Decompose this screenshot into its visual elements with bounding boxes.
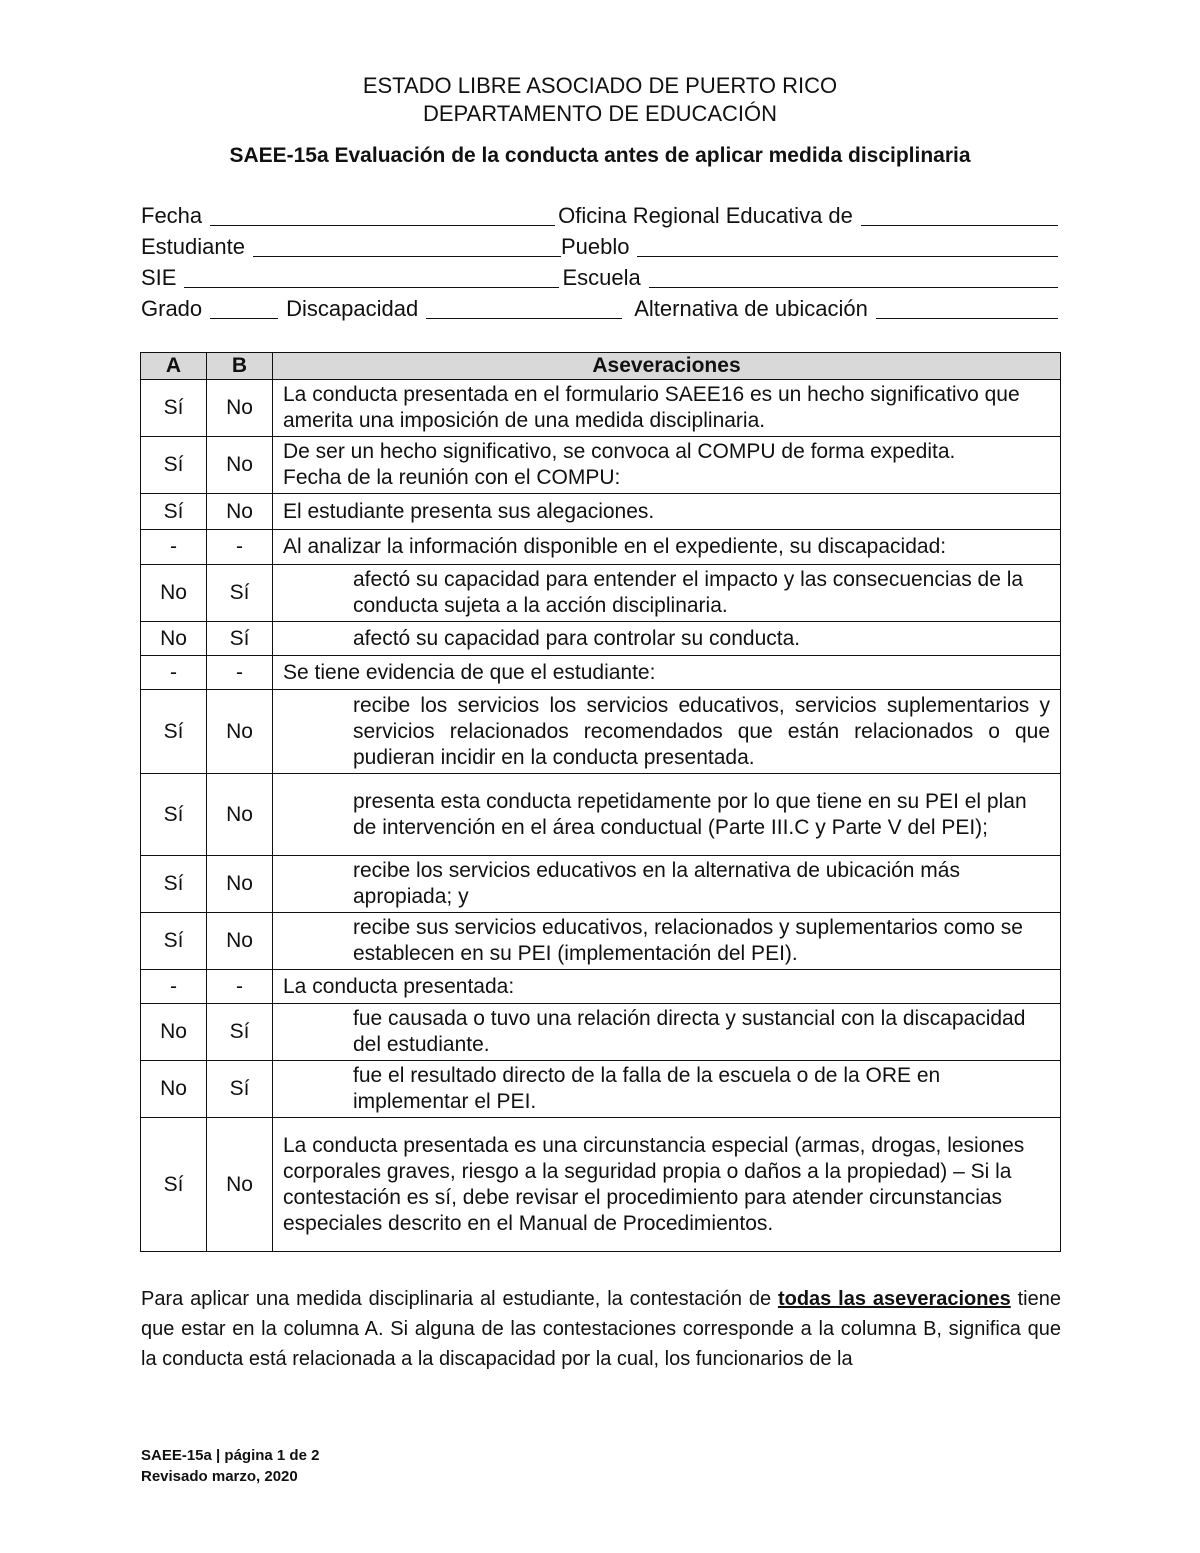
answer-b[interactable]: No [207, 913, 273, 970]
table-row [141, 530, 1061, 565]
estudiante-field[interactable] [253, 236, 561, 257]
field-row-4 [141, 291, 1061, 322]
grado-field[interactable] [210, 298, 278, 319]
paragraph-emphasis: todas las aseveraciones [777, 1288, 1011, 1310]
aseveracion-text: afectó su capacidad para controlar su conducta. [273, 622, 1061, 656]
answer-b[interactable]: No [207, 690, 273, 774]
aseveracion-text: fue causada o tuvo una relación directa y sustancial con la discapacidad del estudiante. [273, 1004, 1061, 1061]
escuela-field[interactable] [649, 267, 1058, 288]
oficina-label: Oficina Regional Educativa de [558, 203, 853, 228]
table-row [141, 856, 1061, 913]
fecha-field[interactable] [210, 205, 555, 226]
table-row [141, 913, 1061, 970]
estudiante-label: Estudiante [141, 234, 245, 259]
alternativa-field[interactable] [876, 298, 1058, 319]
aseveracion-text: recibe sus servicios educativos, relacionados y suplementarios como se establecen en su PEI (implementación del PEI). [273, 913, 1061, 970]
aseveracion-text: recibe los servicios los servicios educativos, servicios suplementarios y servicios relacionados recomendados que están relacionados o que pudieran incidir en la conducta presentada. [273, 690, 1061, 774]
aseveracion-text: afectó su capacidad para entender el impacto y las consecuencias de la conducta sujeta a la acción disciplinaria. [273, 565, 1061, 622]
answer-a[interactable]: Sí [141, 437, 207, 494]
answer-a[interactable]: Sí [141, 913, 207, 970]
aseveracion-text: La conducta presentada es una circunstancia especial (armas, drogas, lesiones corporales graves, riesgo a la seguridad propia o daños a la propiedad) – Si la contestación es sí, debe revisar el procedimiento para atender circunstancias especiales descrito en el Manual de Procedimientos. [273, 1118, 1061, 1252]
answer-a[interactable]: No [141, 1061, 207, 1118]
column-a-header: A [141, 353, 207, 380]
header-line-2: DEPARTAMENTO DE EDUCACIÓN [422, 101, 778, 126]
escuela-label: Escuela [562, 265, 641, 290]
table-row [141, 774, 1061, 856]
section-heading: La conducta presentada: [273, 970, 1061, 1004]
aseveraciones-table [140, 352, 1061, 1252]
discapacidad-field[interactable] [426, 298, 622, 319]
discapacidad-label: Discapacidad [286, 296, 419, 321]
answer-b[interactable]: No [207, 380, 273, 437]
aseveracion-text: La conducta presentada en el formulario SAEE16 es un hecho significativo que amerita una imposición de una medida disciplinaria. [273, 380, 1061, 437]
column-b-header: B [207, 353, 273, 380]
answer-b[interactable]: Sí [207, 1061, 273, 1118]
answer-b[interactable]: No [207, 774, 273, 856]
answer-b: - [207, 656, 273, 690]
answer-a[interactable]: Sí [141, 774, 207, 856]
aseveraciones-header: Aseveraciones [273, 353, 1061, 380]
sie-label: SIE [141, 265, 177, 290]
grado-label: Grado [141, 296, 203, 321]
header-line-1: ESTADO LIBRE ASOCIADO DE PUERTO RICO [362, 73, 838, 98]
answer-b[interactable]: No [207, 856, 273, 913]
answer-b[interactable]: No [207, 494, 273, 530]
aseveracion-text: recibe los servicios educativos en la alternativa de ubicación más apropiada; y [273, 856, 1061, 913]
answer-a: - [141, 656, 207, 690]
alternativa-label: Alternativa de ubicación [634, 296, 868, 321]
answer-a[interactable]: Sí [141, 1118, 207, 1252]
table-row [141, 494, 1061, 530]
answer-b: - [207, 530, 273, 565]
table-row [141, 1061, 1061, 1118]
answer-b: - [207, 970, 273, 1004]
answer-a[interactable]: No [141, 622, 207, 656]
table-row [141, 1118, 1061, 1252]
table-row [141, 1004, 1061, 1061]
aseveracion-text: fue el resultado directo de la falla de la escuela o de la ORE en implementar el PEI. [273, 1061, 1061, 1118]
table-row [141, 565, 1061, 622]
form-fields [141, 198, 1061, 322]
answer-a[interactable]: Sí [141, 690, 207, 774]
table-header-row [141, 353, 1061, 380]
section-heading: Al analizar la información disponible en el expediente, su discapacidad: [273, 530, 1061, 565]
table-row [141, 970, 1061, 1004]
field-row-3 [141, 260, 1061, 291]
instructions-paragraph [141, 1284, 1061, 1374]
document-header [0, 72, 1200, 128]
form-title: SAEE-15a Evaluación de la conducta antes de aplicar medida disciplinaria [229, 144, 971, 167]
section-heading: Se tiene evidencia de que el estudiante: [273, 656, 1061, 690]
answer-a[interactable]: Sí [141, 856, 207, 913]
aseveracion-text: El estudiante presenta sus alegaciones. [273, 494, 1061, 530]
field-row-2 [141, 229, 1061, 260]
footer-revision: Revisado marzo, 2020 [141, 1468, 298, 1485]
answer-b[interactable]: Sí [207, 1004, 273, 1061]
answer-b[interactable]: Sí [207, 565, 273, 622]
fecha-reunion-label: Fecha de la reunión con el COMPU: [283, 466, 621, 489]
sie-field[interactable] [184, 267, 559, 288]
aseveracion-text: presenta esta conducta repetidamente por lo que tiene en su PEI el plan de intervención en el área conductual (Parte III.C y Parte V del PEI); [273, 774, 1061, 856]
answer-a: - [141, 530, 207, 565]
answer-b[interactable]: No [207, 437, 273, 494]
aseveracion-cell [273, 437, 1061, 494]
field-row-1 [141, 198, 1061, 229]
aseveracion-text: De ser un hecho significativo, se convoca al COMPU de forma expedita. [283, 440, 956, 463]
table-row [141, 380, 1061, 437]
table-row [141, 622, 1061, 656]
answer-a[interactable]: Sí [141, 380, 207, 437]
paragraph-after: tiene que estar en la columna A. Si alguna de las contestaciones corresponde a la columna B, significa que la conducta está relacionada a la discapacidad por la cual, los funcionarios de la [141, 1288, 1061, 1370]
answer-b[interactable]: Sí [207, 622, 273, 656]
answer-a[interactable]: Sí [141, 494, 207, 530]
answer-a: - [141, 970, 207, 1004]
fecha-label: Fecha [141, 203, 203, 228]
answer-b[interactable]: No [207, 1118, 273, 1252]
pueblo-field[interactable] [637, 236, 1058, 257]
table-row [141, 437, 1061, 494]
page-footer [141, 1445, 319, 1487]
answer-a[interactable]: No [141, 1004, 207, 1061]
table-row [141, 656, 1061, 690]
pueblo-label: Pueblo [560, 234, 630, 259]
paragraph-before: Para aplicar una medida disciplinaria al estudiante, la contestación de [141, 1288, 778, 1310]
answer-a[interactable]: No [141, 565, 207, 622]
footer-page-number: SAEE-15a | página 1 de 2 [141, 1447, 320, 1464]
table-row [141, 690, 1061, 774]
oficina-field[interactable] [861, 205, 1058, 226]
